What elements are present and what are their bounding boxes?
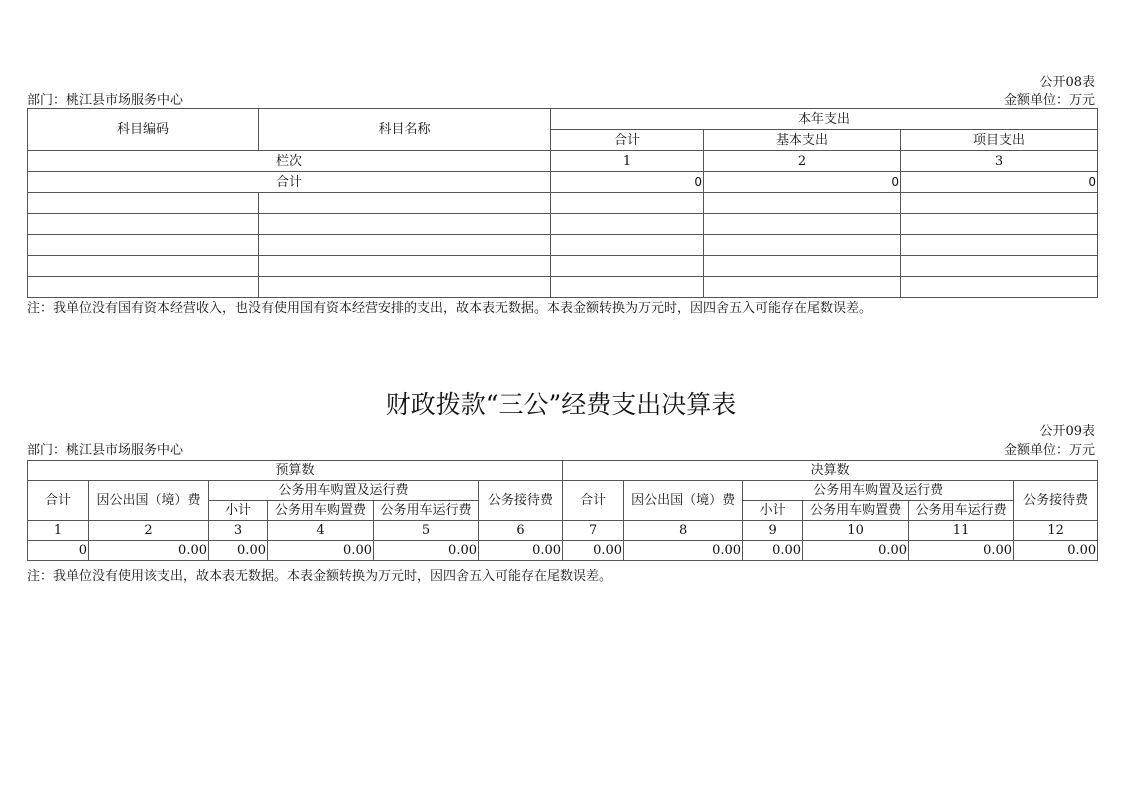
header-budget-vehicle: 公务用车购置及运行费	[209, 481, 479, 501]
header-name: 科目名称	[259, 109, 551, 151]
table-row	[28, 214, 1098, 235]
header-total: 合计	[551, 130, 704, 151]
column-number-row	[28, 151, 1098, 172]
form-number-09: 公开09表	[1039, 424, 1095, 439]
header-code: 科目编码	[28, 109, 259, 151]
total-value: 0	[551, 172, 704, 193]
header-budget-reception: 公务接待费	[479, 481, 563, 521]
header-budget-subtotal: 小计	[209, 501, 268, 521]
column-number: 2	[704, 151, 901, 172]
header-final-reception: 公务接待费	[1014, 481, 1098, 521]
column-number: 7	[563, 521, 624, 541]
column-number: 3	[901, 151, 1098, 172]
note-08: 注：我单位没有国有资本经营收入，也没有使用国有资本经营安排的支出，故本表无数据。本表金额转换为万元时，因四舍五入可能存在尾数误差。	[27, 301, 873, 316]
column-number-row	[28, 521, 1098, 541]
header-project: 项目支出	[901, 130, 1098, 151]
value-cell: 0.00	[909, 541, 1014, 561]
header-budget-vehicle-purchase: 公务用车购置费	[268, 501, 374, 521]
unit-label-09: 金额单位：万元	[1003, 443, 1095, 458]
value-cell: 0.00	[479, 541, 563, 561]
three-public-expense-table	[27, 460, 1098, 561]
department-label-09: 部门：桃江县市场服务中心	[27, 443, 184, 458]
value-cell: 0.00	[89, 541, 209, 561]
column-number: 11	[909, 521, 1014, 541]
column-number: 5	[374, 521, 479, 541]
header-budget: 预算数	[28, 461, 563, 481]
value-cell: 0.00	[374, 541, 479, 561]
table-row	[28, 193, 1098, 214]
form-number-08: 公开08表	[1039, 75, 1095, 90]
header-budget-abroad: 因公出国（境）费	[89, 481, 209, 521]
column-number: 1	[28, 521, 89, 541]
column-number: 3	[209, 521, 268, 541]
total-row	[28, 172, 1098, 193]
table-row	[28, 277, 1098, 298]
note-09: 注：我单位没有使用该支出，故本表无数据。本表金额转换为万元时，因四舍五入可能存在尾数误差。	[27, 569, 613, 584]
basic-value: 0	[704, 172, 901, 193]
column-number: 2	[89, 521, 209, 541]
header-budget-vehicle-operation: 公务用车运行费	[374, 501, 479, 521]
expense-table-08	[27, 108, 1098, 298]
value-cell: 0.00	[209, 541, 268, 561]
value-row	[28, 541, 1098, 561]
value-cell: 0.00	[803, 541, 909, 561]
column-number: 9	[743, 521, 803, 541]
table-row	[28, 256, 1098, 277]
header-final-subtotal: 小计	[743, 501, 803, 521]
unit-label-08: 金额单位：万元	[1003, 93, 1095, 108]
value-cell: 0.00	[268, 541, 374, 561]
page-title: 财政拨款“三公”经费支出决算表	[385, 390, 737, 419]
header-final: 决算数	[563, 461, 1098, 481]
header-budget-total: 合计	[28, 481, 89, 521]
total-label: 合计	[28, 172, 551, 193]
value-cell: 0.00	[624, 541, 743, 561]
header-final-vehicle-operation: 公务用车运行费	[909, 501, 1014, 521]
header-final-abroad: 因公出国（境）费	[624, 481, 743, 521]
column-number: 4	[268, 521, 374, 541]
project-value: 0	[901, 172, 1098, 193]
header-final-vehicle: 公务用车购置及运行费	[743, 481, 1014, 501]
column-number: 6	[479, 521, 563, 541]
department-label-08: 部门：桃江县市场服务中心	[27, 93, 184, 108]
value-cell: 0.00	[563, 541, 624, 561]
header-current-year: 本年支出	[551, 109, 1098, 130]
value-cell: 0	[28, 541, 89, 561]
column-number: 1	[551, 151, 704, 172]
column-number: 8	[624, 521, 743, 541]
value-cell: 0.00	[1014, 541, 1098, 561]
header-basic: 基本支出	[704, 130, 901, 151]
table-row	[28, 235, 1098, 256]
value-cell: 0.00	[743, 541, 803, 561]
column-number: 12	[1014, 521, 1098, 541]
header-final-vehicle-purchase: 公务用车购置费	[803, 501, 909, 521]
header-final-total: 合计	[563, 481, 624, 521]
column-number: 10	[803, 521, 909, 541]
column-label: 栏次	[28, 151, 551, 172]
